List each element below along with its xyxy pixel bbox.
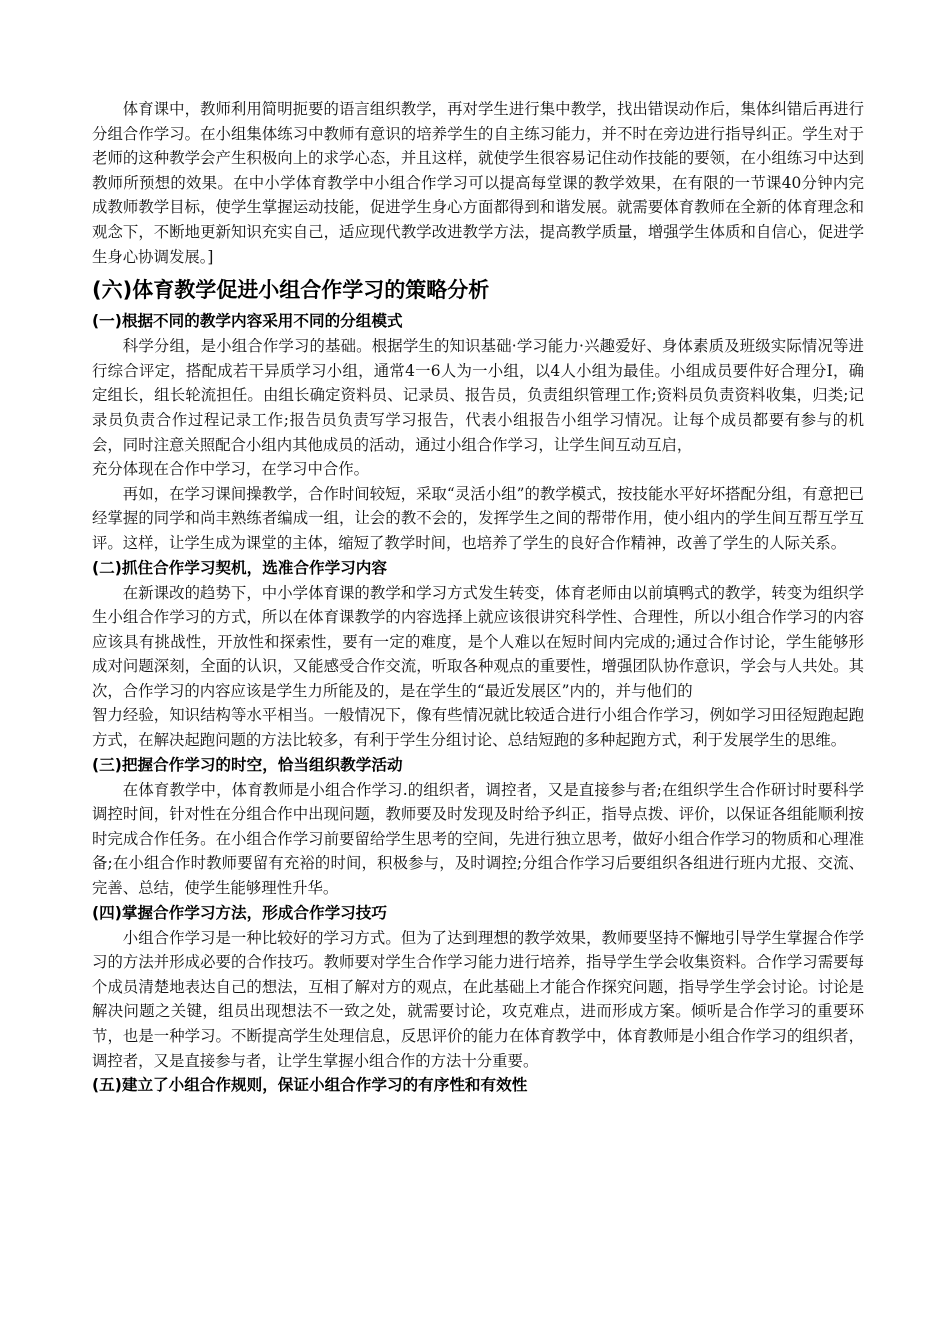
document-page xyxy=(92,97,864,1098)
subsection-1-paragraph-2: 充分体现在合作中学习，在学习中合作。 xyxy=(92,460,370,479)
subsection-1-paragraph-3: 再如，在学习课间操教学，合作时间较短，采取“灵活小组”的教学模式，按技能水平好坏搭配分组，有意把已经掌握的同学和尚丰熟练者编成一组，让会的教不会的，发挥学生之间的帮带作用，使小组内的学生间互帮互学互评。这样，让学生成为课堂的主体，缩短了教学时间，也培养了学生的良好合作精神，改善了学生的人际关系。 xyxy=(92,484,864,552)
subsection-heading-4: (四)掌握合作学习方法，形成合作学习技巧 xyxy=(92,903,387,922)
section-title: (六)体育教学促进小组合作学习的策略分析 xyxy=(92,278,490,303)
subsection-4-paragraph-1: 小组合作学习是一种比较好的学习方式。但为了达到理想的教学效果，教师要坚持不懈地引导学生掌握合作学习的方法并形成必要的合作技巧。教师要对学生合作学习能力进行培养，指导学生学会收集资料。合作学习需要每个成员清楚地表达自己的想法，互相了解对方的观点，在此基础上才能合作探究问题，指导学生学会讨论。讨论是解决问题之关键，组员出现想法不一致之处，就需要讨论，攻克难点，进而形成方案。倾听是合作学习的重要环节，也是一种学习。不断提高学生处理信息，反思评价的能力在体育教学中，体育教师是小组合作学习的组织者，调控者，又是直接参与者，让学生掌握小组合作的方法十分重要。 xyxy=(92,928,864,1070)
subsection-heading-2: (二)抓住合作学习契机，选准合作学习内容 xyxy=(92,558,387,577)
subsection-3-paragraph-1: 在体育教学中，体育教师是小组合作学习.的组织者，调控者，又是直接参与者;在组织学生合作研讨时要科学调控时间，针对性在分组合作中出现问题，教师要及时发现及时给予纠正，指导点拨、评价，以保证各组能顺利按时完成合作任务。在小组合作学习前要留给学生思考的空间，先进行独立思考，做好小组合作学习的物质和心理准备;在小组合作时教师要留有充裕的时间，积极参与，及时调控;分组合作学习后要组织各组进行班内尤报、交流、完善、总结，使学生能够理性升华。 xyxy=(92,780,864,898)
subsection-2-paragraph-2: 智力经验，知识结构等水平相当。一般情况下，像有些情况就比较适合进行小组合作学习，例如学习田径短跑起跑方式，在解决起跑问题的方法比较多，有利于学生分组讨论、总结短跑的多种起跑方式，利于发展学生的思维。 xyxy=(92,706,864,750)
subsection-1-paragraph-1: 科学分组，是小组合作学习的基础。根据学生的知识基础·学习能力·兴趣爱好、身体素质及班级实际情况等进行综合评定，搭配成若干异质学习小组，通常4一6人为一小组，以4人小组为最佳。小组成员要件好合理分I，确定组长，组长轮流担任。由组长确定资料员、记录员、报告员，负责组织管理工作;资料员负责资料收集，归类;记录员负责合作过程记录工作;报告员负责写学习报告，代表小组报告小组学习情况。让每个成员都要有参与的机会，同时注意关照配合小组内其他成员的活动，通过小组合作学习，让学生间互动互启， xyxy=(92,337,864,454)
subsection-2-paragraph-1: 在新课改的趋势下，中小学体育课的教学和学习方式发生转变，体育老师由以前填鸭式的教学，转变为组织学生小组合作学习的方式，所以在体育课教学的内容选择上就应该很讲究科学性、合理性，所以小组合作学习的内容应该具有挑战性，开放性和探索性，要有一定的难度，是个人难以在短时间内完成的;通过合作讨论，学生能够形成对问题深刻，全面的认识，又能感受合作交流，听取各种观点的重要性，增强团队协作意识，学会与人共处。其次，合作学习的内容应该是学生力所能及的，是在学生的“最近发展区”内的，并与他们的 xyxy=(92,583,864,700)
subsection-heading-3: (三)把握合作学习的时空，恰当组织教学活动 xyxy=(92,755,403,774)
intro-paragraph: 体育课中，教师利用简明扼要的语言组织教学，再对学生进行集中教学，找出错误动作后，集体纠错后再进行分组合作学习。在小组集体练习中教师有意识的培养学生的自主练习能力，并不时在旁边进行指导纠正。学生对于老师的这种教学会产生积极向上的求学心态，并且这样，就使学生很容易记住动作技能的要领，在小组练习中达到教师所预想的效果。在中小学体育教学中小组合作学习可以提高每堂课的教学效果，在有限的一节课40分钟内完成教师教学目标，使学生掌握运动技能，促进学生身心方面都得到和谐发展。就需要体育教师在全新的体育理念和观念下，不断地更新知识充实自己，适应现代教学改进教学方法，提高教学质量，增强学生体质和自信心，促进学生身心协调发展。] xyxy=(92,100,864,266)
subsection-heading-1: (一)根据不同的教学内容采用不同的分组模式 xyxy=(92,312,403,331)
subsection-heading-5: (五)建立了小组合作规则，保证小组合作学习的有序性和有效性 xyxy=(92,1076,528,1095)
